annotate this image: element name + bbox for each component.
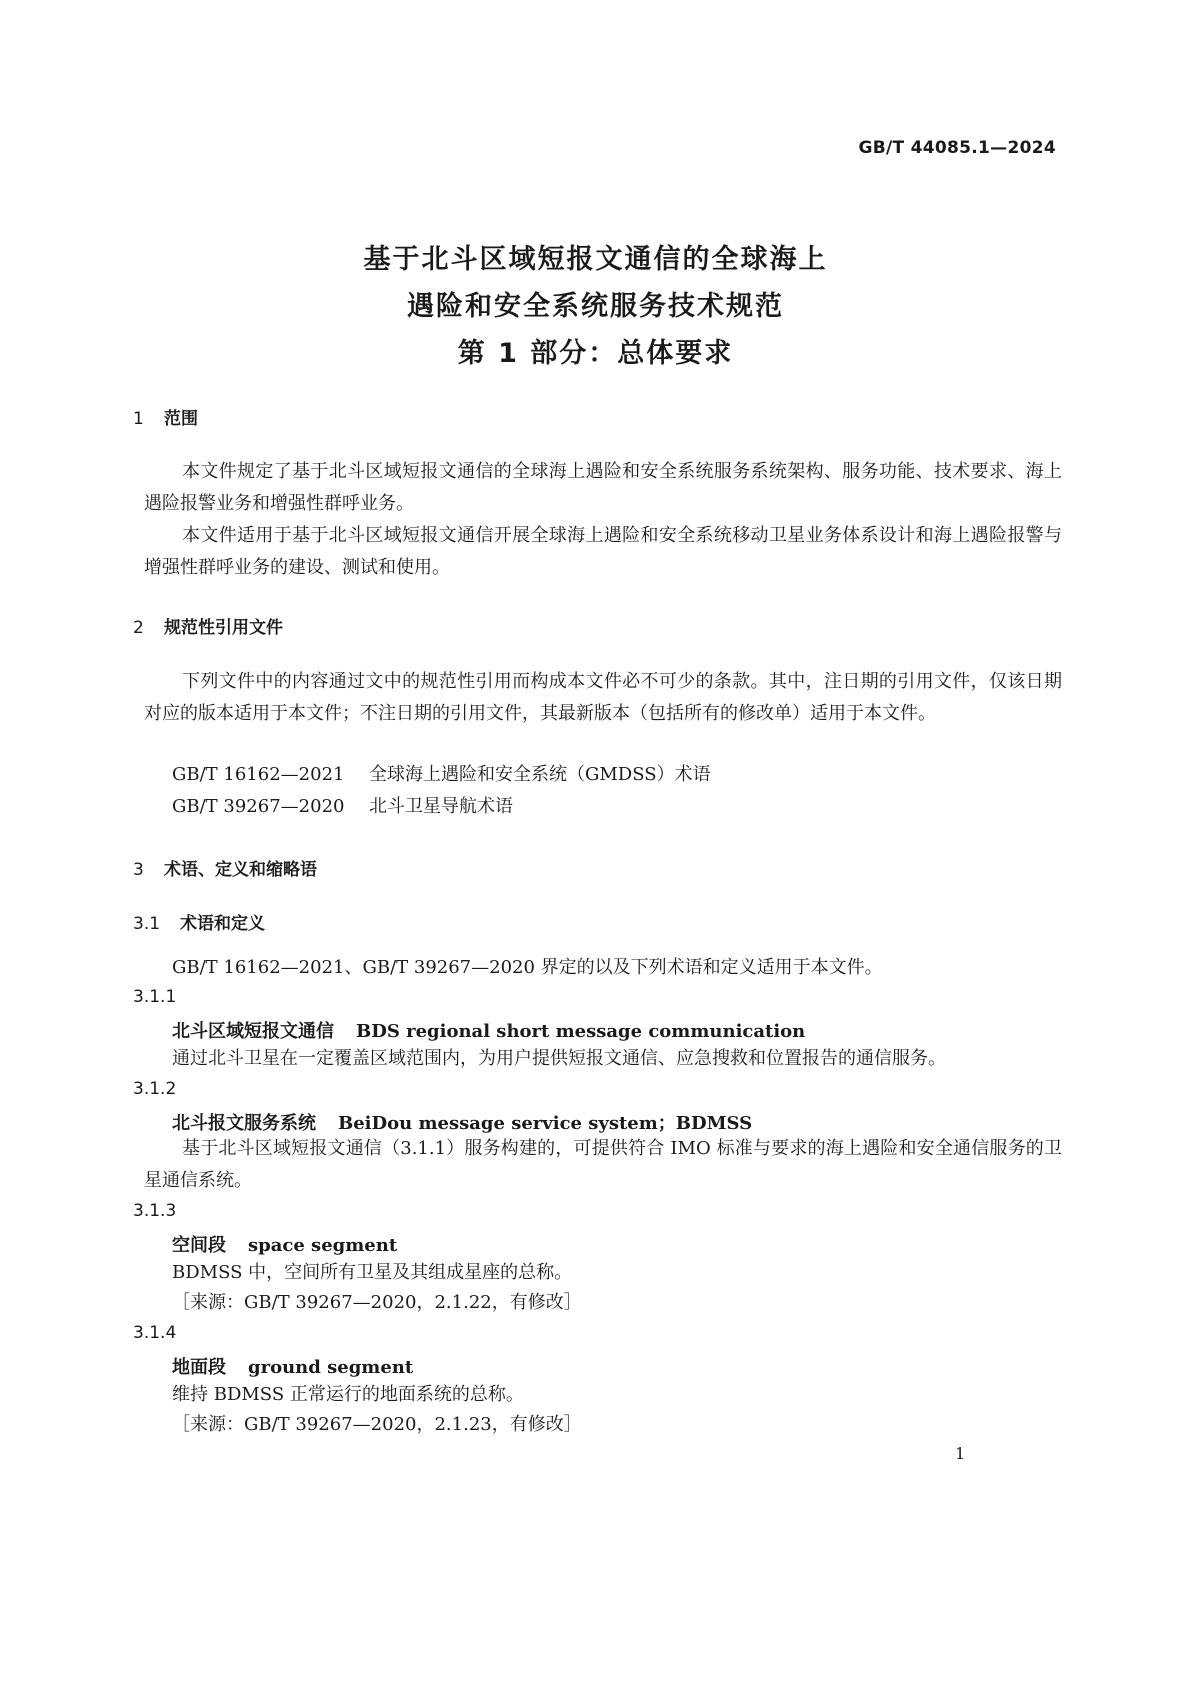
title-line-3: 第 1 部分：总体要求 [457,338,734,369]
term-english: BeiDou message service system；BDMSS [338,1113,753,1134]
term-entry [172,1353,413,1379]
term-english: space segment [248,1235,398,1256]
term-chinese: 空间段 [172,1235,226,1256]
section-number: 3 [133,860,144,880]
term-definition: 维持 BDMSS 正常运行的地面系统的总称。 [172,1384,524,1405]
section-number: 2 [133,618,144,638]
term-definition: 通过北斗卫星在一定覆盖区域范围内，为用户提供短报文通信、应急搜救和位置报告的通信服务。 [172,1048,946,1069]
section-1-paragraph-1: 本文件规定了基于北斗区域短报文通信的全球海上遇险和安全系统服务系统架构、服务功能、技术要求、海上遇险报警业务和增强性群呼业务。 [144,461,1062,514]
title-line-2: 遇险和安全系统服务技术规范 [407,291,784,322]
title-line-1: 基于北斗区域短报文通信的全球海上 [363,244,828,275]
section-title: 术语、定义和缩略语 [164,860,317,880]
section-title: 规范性引用文件 [164,618,283,638]
document-code: GB/T 44085.1—2024 [858,138,1056,158]
terms-intro: GB/T 16162—2021、GB/T 39267—2020 界定的以及下列术语和定义适用于本文件。 [172,957,883,978]
term-number: 3.1.3 [133,1201,177,1221]
term-entry [172,1017,805,1043]
section-3-heading [133,855,317,880]
section-2-heading [133,613,283,638]
term-definition: BDMSS 中，空间所有卫星及其组成星座的总称。 [172,1262,573,1283]
term-source: ［来源：GB/T 39267—2020，2.1.23，有修改］ [172,1414,582,1435]
term-chinese: 北斗区域短报文通信 [172,1021,334,1042]
subsection-number: 3.1 [133,914,161,934]
term-source: ［来源：GB/T 39267—2020，2.1.22，有修改］ [172,1292,582,1313]
section-1-paragraph-2: 本文件适用于基于北斗区域短报文通信开展全球海上遇险和安全系统移动卫星业务体系设计和海上遇险报警与增强性群呼业务的建设、测试和使用。 [144,525,1062,578]
reference-id: GB/T 39267—2020 [172,796,345,817]
normative-reference [172,795,513,819]
section-1-heading [133,404,198,429]
term-entry [172,1109,752,1135]
section-2-paragraph-1: 下列文件中的内容通过文中的规范性引用而构成本文件必不可少的条款。其中，注日期的引用文件，仅该日期对应的版本适用于本文件；不注日期的引用文件，其最新版本（包括所有的修改单）适用于本文件。 [144,671,1062,724]
document-title [0,236,1191,377]
page-number: 1 [955,1444,966,1463]
term-chinese: 北斗报文服务系统 [172,1113,316,1134]
section-title: 范围 [164,409,198,429]
term-definition: 基于北斗区域短报文通信（3.1.1）服务构建的，可提供符合 IMO 标准与要求的海上遇险和安全通信服务的卫星通信系统。 [144,1138,1062,1191]
term-english: BDS regional short message communication [356,1021,806,1042]
term-number: 3.1.1 [133,987,177,1007]
reference-id: GB/T 16162—2021 [172,764,345,785]
term-number: 3.1.2 [133,1079,177,1099]
subsection-3-1-heading [133,909,265,934]
term-number: 3.1.4 [133,1323,177,1343]
subsection-title: 术语和定义 [180,914,265,934]
normative-reference [172,763,711,787]
term-chinese: 地面段 [172,1357,226,1378]
section-number: 1 [133,409,144,429]
term-entry [172,1231,397,1257]
reference-title: 全球海上遇险和安全系统（GMDSS）术语 [369,764,711,785]
reference-title: 北斗卫星导航术语 [369,796,513,817]
term-english: ground segment [248,1357,414,1378]
